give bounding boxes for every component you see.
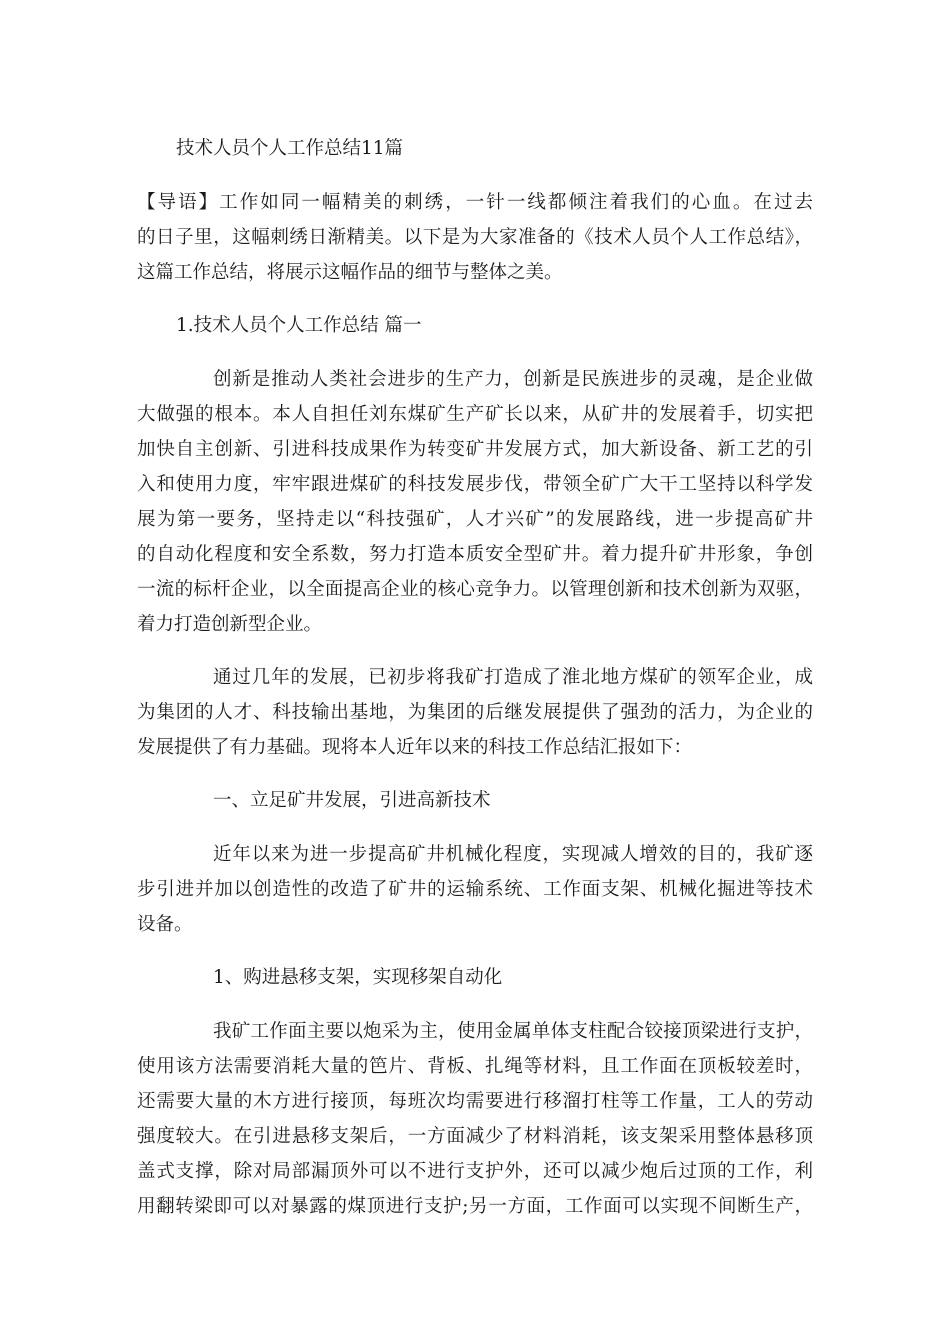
- paragraph-line: 为集团的人才、科技输出基地，为集团的后继发展提供了强劲的活力，为企业的: [137, 702, 813, 723]
- paragraph-line: 发展提供了有力基础。现将本人近年以来的科技工作总结汇报如下：: [137, 737, 693, 758]
- intro-line: 【导语】工作如同一幅精美的刺绣，一针一线都倾注着我们的心血。在过去: [137, 192, 813, 213]
- paragraph-line: 还需要大量的木方进行接顶，每班次均需要进行移溜打柱等工作量，工人的劳动: [137, 1091, 813, 1112]
- paragraph-line: 设备。: [137, 914, 193, 935]
- paragraph-line: 盖式支撑，除对局部漏顶外可以不进行支护外，还可以减少炮后过顶的工作，利: [137, 1161, 813, 1182]
- paragraph-line: 使用该方法需要消耗大量的笆片、背板、扎绳等材料，且工作面在顶板较差时，: [137, 1056, 813, 1077]
- document-title: 技术人员个人工作总结11篇: [176, 138, 404, 159]
- paragraph-line: 的自动化程度和安全系数，努力打造本质安全型矿井。着力提升矿井形象，争创: [137, 544, 813, 565]
- paragraph-line: 入和使用力度，牢牢跟进煤矿的科技发展步伐，带领全矿广大干工坚持以科学发: [137, 474, 813, 495]
- intro-line: 这篇工作总结，将展示这幅作品的细节与整体之美。: [137, 262, 563, 283]
- paragraph-line: 着力打造创新型企业。: [137, 614, 323, 635]
- paragraph-line: 一流的标杆企业，以全面提高企业的核心竞争力。以管理创新和技术创新为双驱，: [137, 579, 813, 600]
- section-heading: 1.技术人员个人工作总结 篇一: [176, 315, 422, 336]
- paragraph-line: 创新是推动人类社会进步的生产力，创新是民族进步的灵魂，是企业做: [213, 369, 813, 390]
- paragraph-line: 加快自主创新、引进科技成果作为转变矿井发展方式，加大新设备、新工艺的引: [137, 439, 813, 460]
- paragraph-line: 用翻转梁即可以对暴露的煤顶进行支护;另一方面，工作面可以实现不间断生产，: [137, 1196, 813, 1217]
- subsection-heading: 1、购进悬移支架，实现移架自动化: [213, 967, 503, 988]
- paragraph-line: 近年以来为进一步提高矿井机械化程度，实现减人增效的目的，我矿逐: [213, 844, 813, 865]
- paragraph-line: 大做强的根本。本人自担任刘东煤矿生产矿长以来，从矿井的发展着手，切实把: [137, 404, 813, 425]
- subsection-heading: 一、立足矿井发展，引进高新技术: [213, 790, 491, 811]
- paragraph-line: 步引进并加以创造性的改造了矿井的运输系统、工作面支架、机械化掘进等技术: [137, 879, 813, 900]
- paragraph-line: 展为第一要务，坚持走以“科技强矿，人才兴矿”的发展路线，进一步提高矿井: [137, 509, 813, 530]
- paragraph-line: 强度较大。在引进悬移支架后，一方面减少了材料消耗，该支架采用整体悬移顶: [137, 1126, 813, 1147]
- intro-line: 的日子里，这幅刺绣日渐精美。以下是为大家准备的《技术人员个人工作总结》，: [137, 227, 813, 248]
- paragraph-line: 我矿工作面主要以炮采为主，使用金属单体支柱配合铰接顶梁进行支护，: [213, 1021, 813, 1042]
- paragraph-line: 通过几年的发展，已初步将我矿打造成了淮北地方煤矿的领军企业，成: [213, 667, 813, 688]
